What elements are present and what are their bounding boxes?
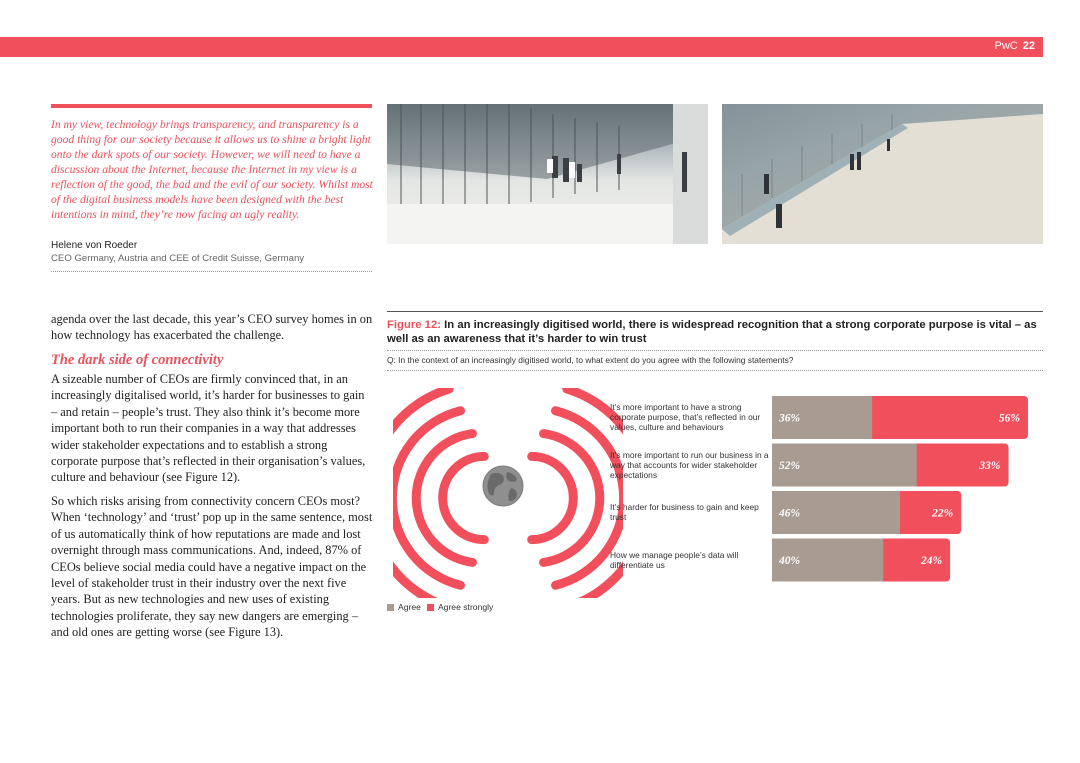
- quote-author-role: CEO Germany, Austria and CEE of Credit Suisse, Germany: [51, 253, 305, 264]
- statement-label-1: It’s more important to have a strong corporate purpose, that’s reflected in our values, culture and behaviours: [610, 402, 761, 432]
- statement-label-2: It’s more important to run our business in a way that accounts for wider stakeholder expectations: [610, 450, 769, 480]
- brand-name: PwC: [994, 40, 1018, 52]
- bar-row-1: [772, 396, 1028, 439]
- legend-swatch-agree: [387, 604, 394, 611]
- quote-author: Helene von Roeder: [51, 240, 138, 251]
- article-paragraph-1: agenda over the last decade, this year’s CEO survey homes in on how technology has exacerbated the challenge.: [51, 312, 373, 343]
- data-label-agree-4: 40%: [779, 555, 801, 567]
- bar-row-3: [772, 491, 961, 534]
- data-label-agree-strongly-4: 24%: [920, 555, 943, 567]
- pull-quote: In my view, technology brings transparency, and transparency is a good thing for our society because it allows us to shine a bright light onto the dark spots of our society. However, we will need to have a discussion about the Internet, because the Internet in my view is a reflection of the good, the bad and the evil of our society. Whilst most of the digital business models have been designed with the best intentions in mind, they’re now facing an ugly reality.: [51, 118, 373, 221]
- bar-row-2: [772, 444, 1009, 487]
- article-paragraph-3: So which risks arising from connectivity concern CEOs most? When ‘technology’ and ‘trust’ pop up in the same sentence, most of us automatically think of how reputations are made and lost overnight through mass communications. And, indeed, 87% of CEOs believe social media could have a negative impact on the level of stakeholder trust in their industry over the next five years. But as new technologies and new uses of existing technologies proliferate, they say new dangers are emerging – and old ones are getting worse (see Figure 13).: [51, 494, 373, 640]
- chart-legend: [387, 602, 493, 612]
- article-paragraph-2: A sizeable number of CEOs are firmly convinced that, in an increasingly digitalised world, it’s harder for businesses to gain – and retain – people’s trust. They also think it’s become more important both to run their companies in a way that addresses wider stakeholder expectations and to establish a strong corporate purpose that’s reflected in their organisation’s values, culture and behaviour (see Figure 12).: [51, 372, 366, 485]
- statement-label-4: How we manage people’s data will differentiate us: [610, 550, 739, 570]
- data-label-agree-strongly-3: 22%: [932, 507, 954, 520]
- statement-label-3: It’s harder for business to gain and keep trust: [610, 502, 759, 522]
- data-label-agree-strongly-2: 33%: [979, 460, 1001, 472]
- page-number: 22: [1022, 40, 1035, 52]
- article-subheading: The dark side of connectivity: [51, 352, 224, 368]
- survey-question: Q: In the context of an increasingly digitised world, to what extent do you agree with the following statements?: [387, 355, 794, 365]
- data-label-agree-strongly-1: 56%: [998, 412, 1020, 425]
- legend-swatch-agree-strongly: [427, 604, 434, 611]
- figure-label: Figure 12:: [387, 319, 441, 331]
- legend-label-agree-strongly: Agree strongly: [437, 602, 494, 612]
- bar-row-4: [772, 539, 950, 582]
- data-label-agree-1: 36%: [779, 412, 801, 425]
- data-label-agree-3: 46%: [779, 507, 801, 520]
- legend-label-agree: Agree: [398, 602, 421, 612]
- data-label-agree-2: 52%: [779, 460, 801, 472]
- figure-title-text: In an increasingly digitised world, there is widespread recognition that a strong corporate purpose is vital – as well as an awareness that it’s harder to win trust: [387, 319, 1037, 345]
